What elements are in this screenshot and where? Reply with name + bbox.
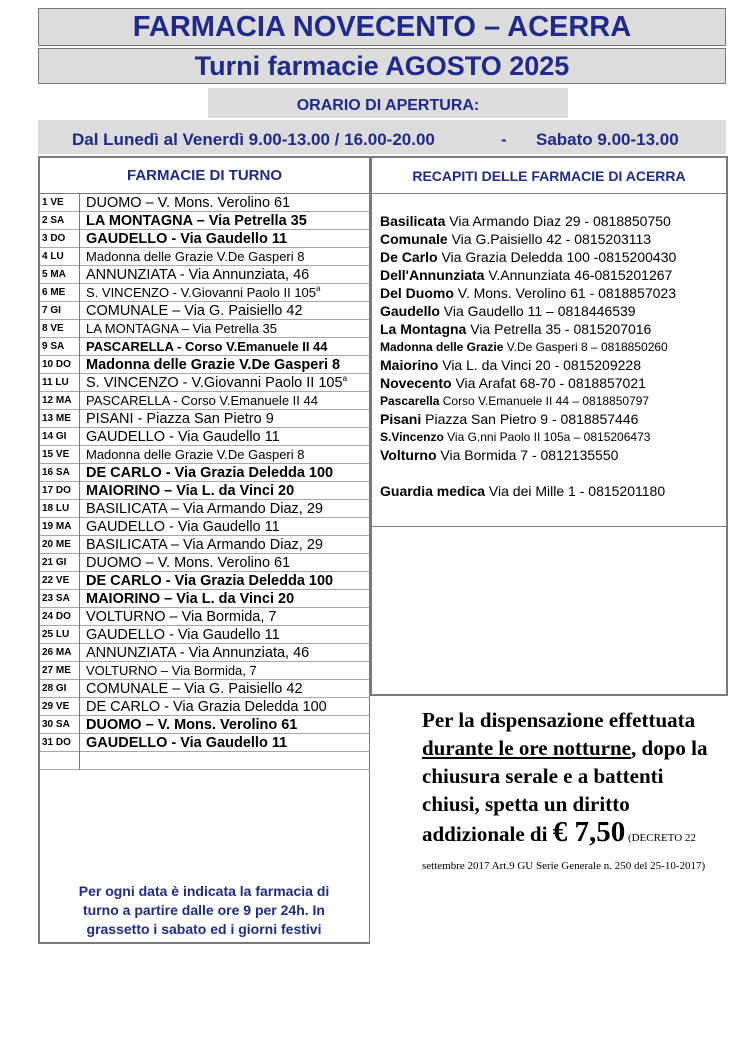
turno-pharmacy-text: BASILICATA – Via Armando Diaz, 29 (86, 501, 323, 517)
table-row (40, 482, 369, 500)
table-row (40, 356, 369, 374)
surcharge-price: € 7,50 (552, 816, 626, 848)
recapiti-heading: RECAPITI DELLE FARMACIE DI ACERRA (412, 168, 686, 184)
turno-date: 3 DO (40, 230, 80, 248)
turno-pharmacy-text: LA MONTAGNA – Via Petrella 35 (86, 213, 307, 229)
turno-pharmacy (86, 716, 297, 734)
turno-pharmacy-text: COMUNALE – Via G. Paisiello 42 (86, 303, 303, 319)
table-row (40, 230, 369, 248)
turno-superscript: a (316, 284, 321, 293)
turno-pharmacy-text: S. VINCENZO - V.Giovanni Paolo II 105 (86, 375, 343, 391)
turno-pharmacy-text: GAUDELLO - Via Gaudello 11 (86, 627, 280, 643)
decreto-reference: (DECRETO 22 settembre 2017 Art.9 GU Serie Generale n. 250 del 25-10-2017) (422, 832, 706, 872)
contact-detail: Via Grazia Deledda 100 -0815200430 (437, 249, 677, 265)
table-row (40, 194, 369, 212)
contact-item (372, 392, 726, 410)
turno-date: 22 VE (40, 572, 80, 590)
turno-date: 23 SA (40, 590, 80, 608)
turno-pharmacy-text: DUOMO – V. Mons. Verolino 61 (86, 717, 298, 733)
turno-pharmacy (86, 608, 276, 626)
turni-rows (40, 194, 369, 770)
contact-detail: Via Petrella 35 - 0815207016 (466, 321, 652, 337)
turni-table-header (40, 158, 369, 194)
contact-name: La Montagna (380, 321, 467, 337)
table-row (40, 626, 369, 644)
turno-pharmacy (86, 194, 290, 212)
contact-detail: Corso V.Emanuele II 44 – 0818850797 (439, 394, 650, 408)
page-subtitle: Turni farmacie AGOSTO 2025 (194, 51, 570, 81)
turno-pharmacy-text: GAUDELLO - Via Gaudello 11 (86, 735, 288, 751)
turno-pharmacy-text: BASILICATA – Via Armando Diaz, 29 (86, 537, 323, 553)
weekday-hours: Dal Lunedì al Venerdì 9.00-13.00 / 16.00-20.00 (72, 130, 435, 149)
contact-item (372, 266, 726, 284)
turno-date: 25 LU (40, 626, 80, 644)
opening-hours-line (38, 120, 726, 154)
turno-date: 17 DO (40, 482, 80, 500)
table-row (40, 212, 369, 230)
turno-date: 6 ME (40, 284, 80, 302)
turno-pharmacy (86, 284, 320, 302)
turno-pharmacy-text: Madonna delle Grazie V.De Gasperi 8 (86, 357, 341, 373)
contact-detail: V. Mons. Verolino 61 - 0818857023 (453, 285, 676, 301)
contact-item (372, 248, 726, 266)
turni-table (38, 156, 370, 944)
turno-pharmacy (86, 374, 347, 392)
turno-pharmacy (86, 734, 287, 752)
contact-name: Madonna delle Grazie (380, 340, 504, 354)
notice-text-1: Per la dispensazione effettuata (422, 708, 696, 732)
contact-name: De Carlo (380, 249, 438, 265)
page-title: FARMACIA NOVECENTO – ACERRA (132, 11, 632, 43)
turno-pharmacy (86, 446, 304, 464)
turni-heading: FARMACIE DI TURNO (127, 167, 282, 184)
turno-date: 9 SA (40, 338, 80, 356)
turno-pharmacy (86, 230, 287, 248)
turno-date: 31 DO (40, 734, 80, 752)
turno-date (40, 752, 80, 770)
turno-date: 7 GI (40, 302, 80, 320)
table-row (40, 464, 369, 482)
contact-item (372, 302, 726, 320)
turno-pharmacy (86, 572, 333, 590)
turno-pharmacy (86, 338, 328, 356)
turno-date: 16 SA (40, 464, 80, 482)
turno-pharmacy (86, 428, 280, 446)
turno-pharmacy-text: ANNUNZIATA - Via Annunziata, 46 (86, 645, 310, 661)
title-banner (38, 8, 726, 46)
turno-pharmacy-text: PASCARELLA - Corso V.Emanuele II 44 (86, 393, 318, 408)
turno-date: 5 MA (40, 266, 80, 284)
turno-pharmacy (86, 266, 309, 284)
turno-date: 11 LU (40, 374, 80, 392)
recapiti-table-header (372, 158, 726, 194)
notice-text-2: , dopo la chiusura serale e a battenti chiusi, spetta un diritto addizionale di (422, 736, 708, 846)
contact-item (372, 230, 726, 248)
turno-pharmacy-text: DUOMO – V. Mons. Verolino 61 (86, 555, 291, 571)
turno-pharmacy (86, 680, 303, 698)
turno-date: 1 VE (40, 194, 80, 212)
turno-date: 2 SA (40, 212, 80, 230)
contact-name: Volturno (380, 447, 437, 463)
turno-pharmacy (86, 212, 307, 230)
contact-detail: V.De Gasperi 8 – 0818850260 (503, 340, 668, 354)
contact-detail: Via Arafat 68-70 - 0818857021 (451, 375, 646, 391)
contact-item (372, 464, 726, 482)
turno-pharmacy (86, 518, 280, 536)
table-row (40, 500, 369, 518)
turno-pharmacy (86, 302, 303, 320)
opening-hours-label: ORARIO DI APERTURA: (296, 97, 480, 114)
opening-hours-label-box (208, 88, 568, 118)
turno-pharmacy-text: Madonna delle Grazie V.De Gasperi 8 (86, 249, 305, 264)
contact-item (372, 410, 726, 428)
table-row (40, 338, 369, 356)
contact-item (372, 194, 726, 212)
contact-item (372, 320, 726, 338)
contact-detail: Via Armando Diaz 29 - 0818850750 (445, 213, 671, 229)
turno-date: 18 LU (40, 500, 80, 518)
contact-detail: Via Gaudello 11 – 0818446539 (439, 303, 636, 319)
table-row (40, 374, 369, 392)
contact-name: Novecento (380, 375, 452, 391)
turno-date: 4 LU (40, 248, 80, 266)
contact-detail: Piazza San Pietro 9 - 0818857446 (421, 411, 639, 427)
contact-item (372, 212, 726, 230)
turno-pharmacy (86, 626, 280, 644)
hours-separator: - (501, 130, 507, 149)
contact-item (372, 374, 726, 392)
contact-name: Gaudello (380, 303, 440, 319)
turno-pharmacy (86, 500, 323, 518)
table-row (40, 752, 369, 770)
turno-pharmacy (86, 698, 327, 716)
table-row (40, 284, 369, 302)
table-row (40, 680, 369, 698)
table-row (40, 266, 369, 284)
turno-pharmacy (86, 590, 294, 608)
turno-pharmacy-text: PISANI - Piazza San Pietro 9 (86, 411, 274, 427)
turno-pharmacy-text: DE CARLO - Via Grazia Deledda 100 (86, 699, 327, 715)
turno-date: 20 ME (40, 536, 80, 554)
recapiti-divider (372, 526, 726, 527)
turno-date: 30 SA (40, 716, 80, 734)
turno-pharmacy (86, 644, 309, 662)
table-row (40, 320, 369, 338)
contact-item (372, 284, 726, 302)
contact-item (372, 482, 726, 500)
contact-name: Pisani (380, 411, 422, 427)
turno-date: 14 GI (40, 428, 80, 446)
contact-detail: Via G.nni Paolo II 105a – 0815206473 (443, 430, 651, 444)
turno-pharmacy (86, 356, 340, 374)
turno-date: 24 DO (40, 608, 80, 626)
contact-name: Basilicata (380, 213, 446, 229)
table-row (40, 554, 369, 572)
contact-detail: Via L. da Vinci 20 - 0815209228 (438, 357, 641, 373)
turni-note: Per ogni data è indicata la farmacia di turno a partire dalle ore 9 per 24h. In grassetto i sabato ed i giorni festivi (78, 883, 330, 937)
turno-date: 29 VE (40, 698, 80, 716)
table-row (40, 590, 369, 608)
turno-pharmacy (86, 392, 318, 410)
turno-date: 15 VE (40, 446, 80, 464)
contact-detail: Via dei Mille 1 - 0815201180 (485, 483, 666, 499)
table-row (40, 248, 369, 266)
contact-name: Guardia medica (380, 483, 486, 499)
turno-pharmacy-text: MAIORINO – Via L. da Vinci 20 (86, 591, 295, 607)
table-row (40, 716, 369, 734)
contact-detail: V.Annunziata 46-0815201267 (484, 267, 673, 283)
contact-name: Pascarella (380, 394, 440, 408)
night-surcharge-notice (422, 706, 722, 876)
turno-pharmacy-text: Madonna delle Grazie V.De Gasperi 8 (86, 447, 305, 462)
contact-name: S.Vincenzo (380, 430, 444, 444)
turno-pharmacy (86, 320, 277, 338)
contact-name: Del Duomo (380, 285, 454, 301)
turno-pharmacy-text: S. VINCENZO - V.Giovanni Paolo II 105 (86, 285, 317, 300)
turno-pharmacy (86, 248, 304, 266)
contact-name: Dell'Annunziata (380, 267, 485, 283)
table-row (40, 518, 369, 536)
turno-date: 21 GI (40, 554, 80, 572)
turno-pharmacy-text: COMUNALE – Via G. Paisiello 42 (86, 681, 303, 697)
turno-date: 12 MA (40, 392, 80, 410)
turno-pharmacy-text: VOLTURNO – Via Bormida, 7 (86, 663, 257, 678)
turno-pharmacy-text: DUOMO – V. Mons. Verolino 61 (86, 195, 291, 211)
turno-date: 28 GI (40, 680, 80, 698)
table-row (40, 392, 369, 410)
contact-item (372, 356, 726, 374)
table-row (40, 536, 369, 554)
turno-superscript: a (342, 374, 348, 383)
turno-pharmacy-text: VOLTURNO – Via Bormida, 7 (86, 609, 277, 625)
turno-pharmacy-text: GAUDELLO - Via Gaudello 11 (86, 231, 288, 247)
turno-date: 26 MA (40, 644, 80, 662)
turno-pharmacy-text: DE CARLO - Via Grazia Deledda 100 (86, 573, 334, 589)
turno-pharmacy-text: MAIORINO – Via L. da Vinci 20 (86, 483, 295, 499)
turno-pharmacy-text: ANNUNZIATA - Via Annunziata, 46 (86, 267, 310, 283)
turno-pharmacy (86, 410, 274, 428)
turno-pharmacy (86, 536, 323, 554)
table-row (40, 446, 369, 464)
contact-item (372, 338, 726, 356)
table-row (40, 302, 369, 320)
turno-pharmacy-text: DE CARLO - Via Grazia Deledda 100 (86, 465, 334, 481)
table-row (40, 428, 369, 446)
subtitle-banner (38, 48, 726, 84)
contact-name: Comunale (380, 231, 448, 247)
turno-pharmacy (86, 662, 257, 680)
recapiti-list (372, 194, 726, 500)
contact-detail: Via Bormida 7 - 0812135550 (436, 447, 619, 463)
turno-pharmacy-text: LA MONTAGNA – Via Petrella 35 (86, 321, 277, 336)
table-row (40, 734, 369, 752)
turno-date: 8 VE (40, 320, 80, 338)
turno-pharmacy (86, 554, 290, 572)
turno-date: 13 ME (40, 410, 80, 428)
contact-item (372, 428, 726, 446)
table-row (40, 644, 369, 662)
contact-item (372, 446, 726, 464)
turno-pharmacy-text: GAUDELLO - Via Gaudello 11 (86, 519, 280, 535)
turno-pharmacy-text: PASCARELLA - Corso V.Emanuele II 44 (86, 339, 328, 354)
turno-pharmacy-text: GAUDELLO - Via Gaudello 11 (86, 429, 280, 445)
turno-date: 10 DO (40, 356, 80, 374)
table-row (40, 410, 369, 428)
turno-date: 27 ME (40, 662, 80, 680)
table-row (40, 608, 369, 626)
table-row (40, 662, 369, 680)
saturday-hours: Sabato 9.00-13.00 (536, 130, 679, 149)
contact-name: Maiorino (380, 357, 439, 373)
notice-underlined: durante le ore notturne (422, 736, 632, 760)
table-row (40, 698, 369, 716)
contact-detail: Via G.Paisiello 42 - 0815203113 (447, 231, 652, 247)
turno-date: 19 MA (40, 518, 80, 536)
turno-pharmacy (86, 482, 294, 500)
turno-pharmacy (86, 464, 333, 482)
table-row (40, 572, 369, 590)
recapiti-table (370, 156, 728, 696)
